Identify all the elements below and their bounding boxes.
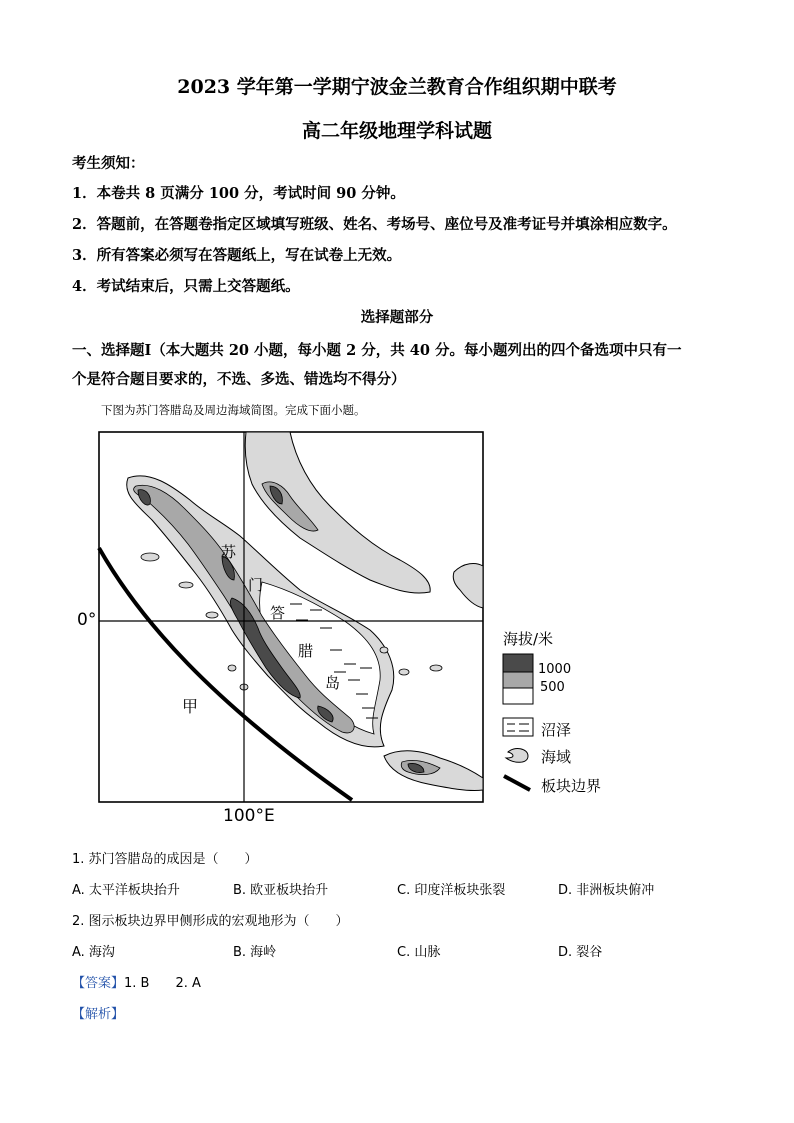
question-1-stem: 1. 苏门答腊岛的成因是（ ） [72, 852, 258, 867]
legend-swatch-low [503, 688, 533, 704]
legend-1000: 1000 [538, 662, 572, 677]
notice-heading: 考生须知： [72, 155, 145, 172]
legend-boundary: 板块边界 [541, 777, 602, 795]
legend-title: 海拔/米 [503, 630, 554, 648]
analysis-tag: 【解析】 [72, 1007, 125, 1022]
notice-item-2: 2．答题前，在答题卷指定区域填写班级、姓名、考场号、座位号及准考证号并填涂相应数字。 [72, 216, 677, 233]
legend-swatch-boundary [504, 776, 530, 790]
notice-item-4: 4．考试结束后，只需上交答题纸。 [72, 278, 300, 295]
answer-tag: 【答案】 [72, 976, 125, 991]
notice-item-3: 3．所有答案必须写在答题纸上，写在试卷上无效。 [72, 247, 402, 264]
island-label-men: 门 [248, 576, 264, 594]
legend-swamp: 沼泽 [541, 721, 572, 739]
exam-subtitle: 高二年级地理学科试题 [301, 120, 492, 142]
legend-swatch-sea [506, 749, 528, 763]
section-intro-line2: 个是符合题目要求的，不选、多选、错选均不得分） [72, 371, 406, 388]
island-label-la: 腊 [298, 642, 314, 660]
latitude-label: 0° [77, 610, 97, 630]
question-1-option-b: B. 欧亚板块抬升 [233, 883, 329, 898]
question-2-option-d: D. 裂谷 [558, 945, 603, 960]
question-2-stem: 2. 图示板块边界甲侧形成的宏观地形为（ ） [72, 914, 349, 929]
answer-line [72, 972, 201, 991]
question-2-option-b: B. 海岭 [233, 945, 277, 960]
question-2-option-c: C. 山脉 [397, 945, 441, 960]
legend-sea: 海域 [541, 748, 572, 766]
question-1-option-a: A. 太平洋板块抬升 [72, 883, 180, 898]
island-f [399, 669, 409, 675]
island-h [380, 647, 388, 653]
section-intro-line1: 一、选择题Ⅰ（本大题共 20 小题，每小题 2 分，共 40 分。每小题列出的四个备选项中只有一 [72, 342, 682, 359]
island-label-dao: 岛 [325, 674, 341, 692]
answer-text: 1. B 2. A [124, 976, 201, 991]
longitude-label: 100°E [223, 806, 275, 826]
figure-caption: 下图为苏门答腊岛及周边海域简图。完成下面小题。 [101, 403, 366, 417]
legend-swatch-swamp [503, 718, 533, 736]
section-heading: 选择题部分 [360, 309, 434, 326]
island-label-su: 苏 [221, 543, 237, 561]
notice-item-1: 1．本卷共 8 页满分 100 分，考试时间 90 分钟。 [72, 185, 405, 202]
legend-swatch-mid [503, 672, 533, 688]
island-d [228, 665, 236, 671]
legend-500: 500 [540, 680, 565, 695]
jia-label: 甲 [182, 697, 199, 716]
legend-swatch-high [503, 654, 533, 672]
exam-title: 2023 学年第一学期宁波金兰教育合作组织期中联考 [177, 76, 617, 98]
island-label-da: 答 [270, 604, 286, 622]
island-g [430, 665, 442, 671]
island-b [179, 582, 193, 588]
island-a [141, 553, 159, 561]
question-2-option-a: A. 海沟 [72, 945, 115, 960]
question-1-option-d: D. 非洲板块俯冲 [558, 883, 655, 898]
question-1-option-c: C. 印度洋板块张裂 [397, 883, 506, 898]
island-c [206, 612, 218, 618]
